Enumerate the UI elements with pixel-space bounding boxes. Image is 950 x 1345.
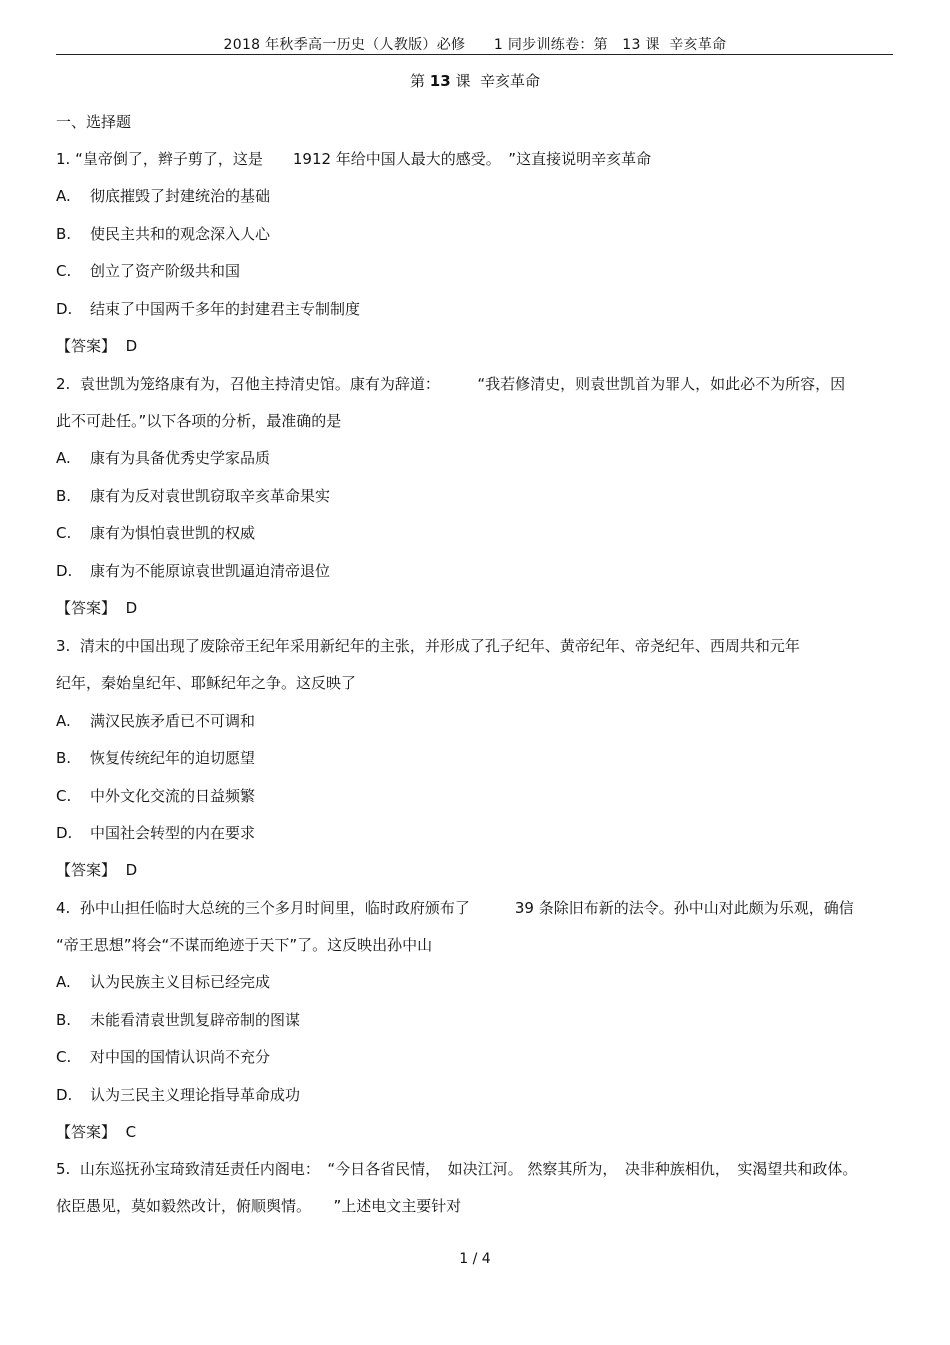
question-1-answer [56,336,137,356]
lesson-title-prefix: 第 [410,72,430,90]
option-letter: D. [56,562,73,580]
question-4-option-a [56,972,270,992]
option-letter: B. [56,487,72,505]
option-text: 对中国的国情认识尚不充分 [90,1048,271,1066]
lesson-number: 13 [429,72,451,90]
question-3-option-d [56,823,255,843]
option-letter: D. [56,300,73,318]
answer-label: 【答案】 [56,337,117,355]
lesson-title [0,70,950,91]
question-5-stem-line-2: 依臣愚见，莫如毅然改计，俯顺舆情。 ”上述电文主要针对 [56,1197,462,1215]
question-4-option-b [56,1010,300,1030]
option-letter: D. [56,824,73,842]
answer-label: 【答案】 [56,1123,117,1141]
question-4-stem-line-2: “帝王思想”将会“不谋而绝迹于天下”了。这反映出孙中山 [56,936,433,954]
question-1-option-a [56,186,270,206]
answer-value: D [125,337,138,355]
question-3-answer [56,860,137,880]
question-2-option-d [56,561,330,581]
section-heading: 一、选择题 [56,113,132,131]
question-3-option-a [56,711,255,731]
question-1-option-b [56,224,270,244]
option-letter: C. [56,524,72,542]
question-1-option-c [56,261,240,281]
option-letter: A. [56,973,71,991]
question-2-stem-line-1: 2. 袁世凯为笼络康有为，召他主持清史馆。康有为辞道： “我若修清史，则袁世凯首为罪人，如此必不为所容，因 [56,375,846,393]
question-1-stem: 1. “皇帝倒了，辫子剪了，这是 1912 年给中国人最大的感受。 ”这直接说明辛亥革命 [56,150,652,168]
option-text: 彻底摧毁了封建统治的基础 [90,187,271,205]
answer-value: D [125,861,138,879]
question-2-answer [56,598,137,618]
question-4-answer [56,1122,136,1142]
option-letter: B. [56,225,72,243]
question-2-option-a [56,448,270,468]
option-text: 满汉民族矛盾已不可调和 [90,712,256,730]
answer-label: 【答案】 [56,861,117,879]
answer-value: D [125,599,138,617]
option-text: 未能看清袁世凯复辟帝制的图谋 [90,1011,301,1029]
question-5-stem-line-1: 5. 山东巡抚孙宝琦致清廷责任内阁电： “今日各省民情， 如决江河。 然察其所为， 决非种族相仇， 实渴望共和政体。 [56,1160,858,1178]
question-4-stem-line-1: 4. 孙中山担任临时大总统的三个多月时间里，临时政府颁布了 39 条除旧布新的法令。孙中山对此颇为乐观，确信 [56,899,854,917]
option-letter: A. [56,449,71,467]
lesson-title-suffix: 课 辛亥革命 [450,72,540,90]
option-text: 恢复传统纪年的迫切愿望 [90,749,256,767]
question-3-option-b [56,748,255,768]
running-header: 2018 年秋季高一历史（人教版）必修 1 同步训练卷：第 13 课 辛亥革命 [223,37,727,53]
option-letter: A. [56,187,71,205]
option-text: 中国社会转型的内在要求 [90,824,256,842]
option-text: 中外文化交流的日益频繁 [90,787,256,805]
option-letter: B. [56,749,72,767]
option-text: 结束了中国两千多年的封建君主专制制度 [90,300,361,318]
option-text: 康有为不能原谅袁世凯逼迫清帝退位 [90,562,331,580]
option-letter: C. [56,1048,72,1066]
question-4-option-d [56,1085,300,1105]
option-text: 康有为反对袁世凯窃取辛亥革命果实 [90,487,331,505]
option-text: 认为三民主义理论指导革命成功 [90,1086,301,1104]
option-text: 康有为具备优秀史学家品质 [90,449,271,467]
option-text: 认为民族主义目标已经完成 [90,973,271,991]
question-3-option-c [56,786,255,806]
option-letter: D. [56,1086,73,1104]
option-text: 创立了资产阶级共和国 [90,262,241,280]
question-1-option-d [56,299,360,319]
option-letter: C. [56,262,72,280]
option-text: 使民主共和的观念深入人心 [90,225,271,243]
question-3-stem-line-1: 3. 清末的中国出现了废除帝王纪年采用新纪年的主张，并形成了孔子纪年、黄帝纪年、帝尧纪年、西周共和元年 [56,637,800,655]
option-letter: C. [56,787,72,805]
option-text: 康有为惧怕袁世凯的权威 [90,524,256,542]
question-2-option-c [56,523,255,543]
question-4-option-c [56,1047,270,1067]
question-2-option-b [56,486,330,506]
answer-value: C [125,1123,137,1141]
page-indicator: 1 / 4 [459,1251,491,1267]
question-2-stem-line-2: 此不可赴任。”以下各项的分析，最准确的是 [56,412,342,430]
question-3-stem-line-2: 纪年，秦始皇纪年、耶稣纪年之争。这反映了 [56,674,357,692]
header-rule [56,54,893,55]
option-letter: A. [56,712,71,730]
option-letter: B. [56,1011,72,1029]
answer-label: 【答案】 [56,599,117,617]
